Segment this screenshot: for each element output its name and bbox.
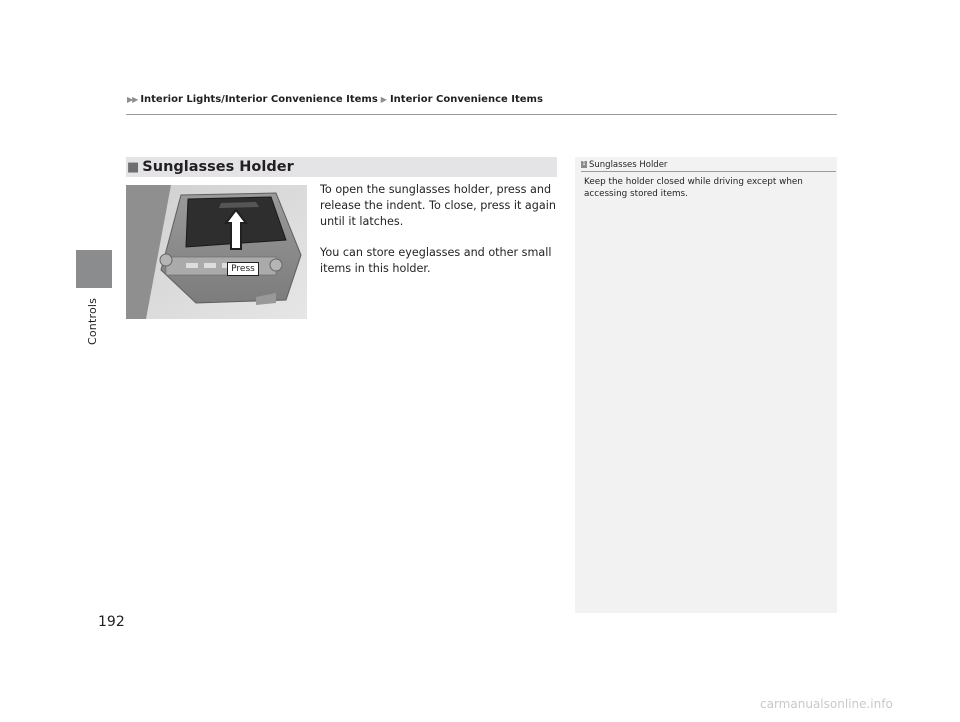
paragraph-storage: You can store eyeglasses and other small items in this holder. [320, 246, 552, 275]
breadcrumb-arrow-icon: ▶ [380, 95, 387, 104]
section-square-icon: ■ [127, 159, 140, 175]
breadcrumb-item-interior-convenience[interactable]: Interior Convenience Items [389, 94, 543, 105]
body-text [320, 182, 560, 292]
note-header [581, 157, 837, 171]
press-callout: Press [227, 262, 259, 276]
header-rule [126, 114, 837, 115]
breadcrumb-double-arrow-icon: ▶▶ [127, 95, 138, 104]
note-title: Sunglasses Holder [589, 159, 668, 170]
breadcrumb-item-interior-lights[interactable]: Interior Lights/Interior Convenience Items [140, 94, 378, 105]
note-rule [581, 171, 836, 172]
note-text: Keep the holder closed while driving except when accessing stored items. [584, 177, 803, 199]
chapter-tab [76, 250, 112, 288]
watermark: carmanualsonline.info [760, 697, 893, 711]
section-header [126, 157, 557, 177]
sunglasses-holder-illustration [126, 185, 307, 319]
breadcrumb [127, 94, 543, 105]
section-title: Sunglasses Holder [142, 159, 294, 175]
page-number: 192 [98, 614, 125, 630]
chapter-label: Controls [86, 297, 99, 345]
note-ref-icon: 1 [582, 161, 586, 167]
paragraph-open-close: To open the sunglasses holder, press and release the indent. To close, press it again until it latches. [320, 183, 556, 228]
sidebar-note [575, 157, 837, 613]
